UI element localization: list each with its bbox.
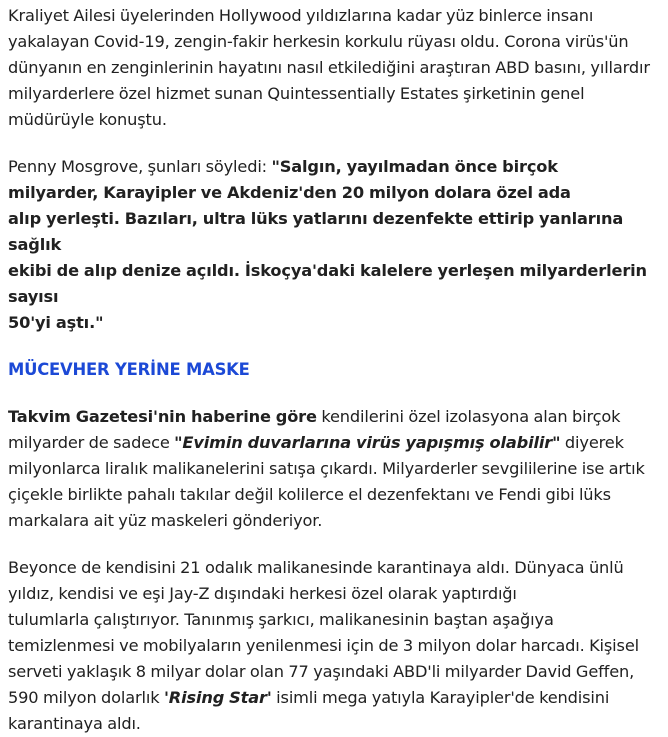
- text-line: serveti yaklaşık 8 milyar dolar olan 77 yaşındaki ABD'li milyarder David Geffen,: [8, 662, 635, 681]
- text-segment: 590 milyon dolarlık: [8, 688, 164, 707]
- text-line: Kraliyet Ailesi üyelerinden Hollywood yıldızlarına kadar yüz binlerce insanı: [8, 6, 594, 25]
- quote-line: 50'yi aştı.": [8, 313, 104, 332]
- quote-line: ekibi de alıp denize açıldı. İskoçya'daki kalelere yerleşen milyarderlerin sayısı: [8, 261, 647, 306]
- text-line: milyarderlere özel hizmet sunan Quintessentially Estates şirketinin genel: [8, 84, 585, 103]
- section-subheading: MÜCEVHER YERİNE MASKE: [8, 360, 250, 379]
- text-line: yakalayan Covid-19, zengin-fakir herkesin korkulu rüyası oldu. Corona virüs'ün: [8, 32, 629, 51]
- text-segment: kendilerini özel izolasyona alan birçok: [316, 407, 621, 426]
- text-line: dünyanın en zenginlerinin hayatını nasıl etkilediğini araştıran ABD basını, yıllardır: [8, 58, 650, 77]
- paragraph-beyonce: [8, 555, 660, 737]
- source-lead: Takvim Gazetesi'nin haberine göre: [8, 407, 317, 426]
- text-line: yıldız, kendisi ve eşi Jay-Z dışındaki herkesi özel olarak yaptırdığı: [8, 584, 517, 603]
- text-line: karantinaya aldı.: [8, 714, 141, 733]
- paragraph-takvim: [8, 404, 660, 534]
- text-segment: diyerek: [560, 433, 624, 452]
- text-line: çiçekle birlikte pahalı takılar değil kolilerce el dezenfektanı ve Fendi gibi lüks: [8, 485, 611, 504]
- text-segment: isimli mega yatıyla Karayipler'de kendisini: [271, 688, 610, 707]
- quote-line: "Salgın, yayılmadan önce birçok: [271, 157, 558, 176]
- paragraph-quote: [8, 154, 660, 336]
- text-line: milyonlarca liralık malikanelerini satışa çıkardı. Milyarderler sevgililerine ise artık: [8, 459, 645, 478]
- text-line: markalara ait yüz maskeleri gönderiyor.: [8, 511, 323, 530]
- virus-quote: "Evimin duvarlarına virüs yapışmış olabilir": [174, 433, 561, 452]
- quote-line: milyarder, Karayipler ve Akdeniz'den 20 milyon dolara özel ada: [8, 183, 571, 202]
- yacht-name: 'Rising Star': [163, 688, 272, 707]
- paragraph-intro: [8, 3, 660, 133]
- text-segment: milyarder de sadece: [8, 433, 175, 452]
- text-line: müdürüyle konuştu.: [8, 110, 167, 129]
- quote-line: alıp yerleşti. Bazıları, ultra lüks yatlarını dezenfekte ettirip yanlarına sağlık: [8, 209, 624, 254]
- quote-lead: Penny Mosgrove, şunları söyledi:: [8, 157, 272, 176]
- text-line: temizlenmesi ve mobilyaların yenilenmesi için de 3 milyon dolar harcadı. Kişisel: [8, 636, 639, 655]
- text-line: tulumlarla çalıştırıyor. Tanınmış şarkıcı, malikanesinin baştan aşağıya: [8, 610, 554, 629]
- text-line: Beyonce de kendisini 21 odalık malikanesinde karantinaya aldı. Dünyaca ünlü: [8, 558, 624, 577]
